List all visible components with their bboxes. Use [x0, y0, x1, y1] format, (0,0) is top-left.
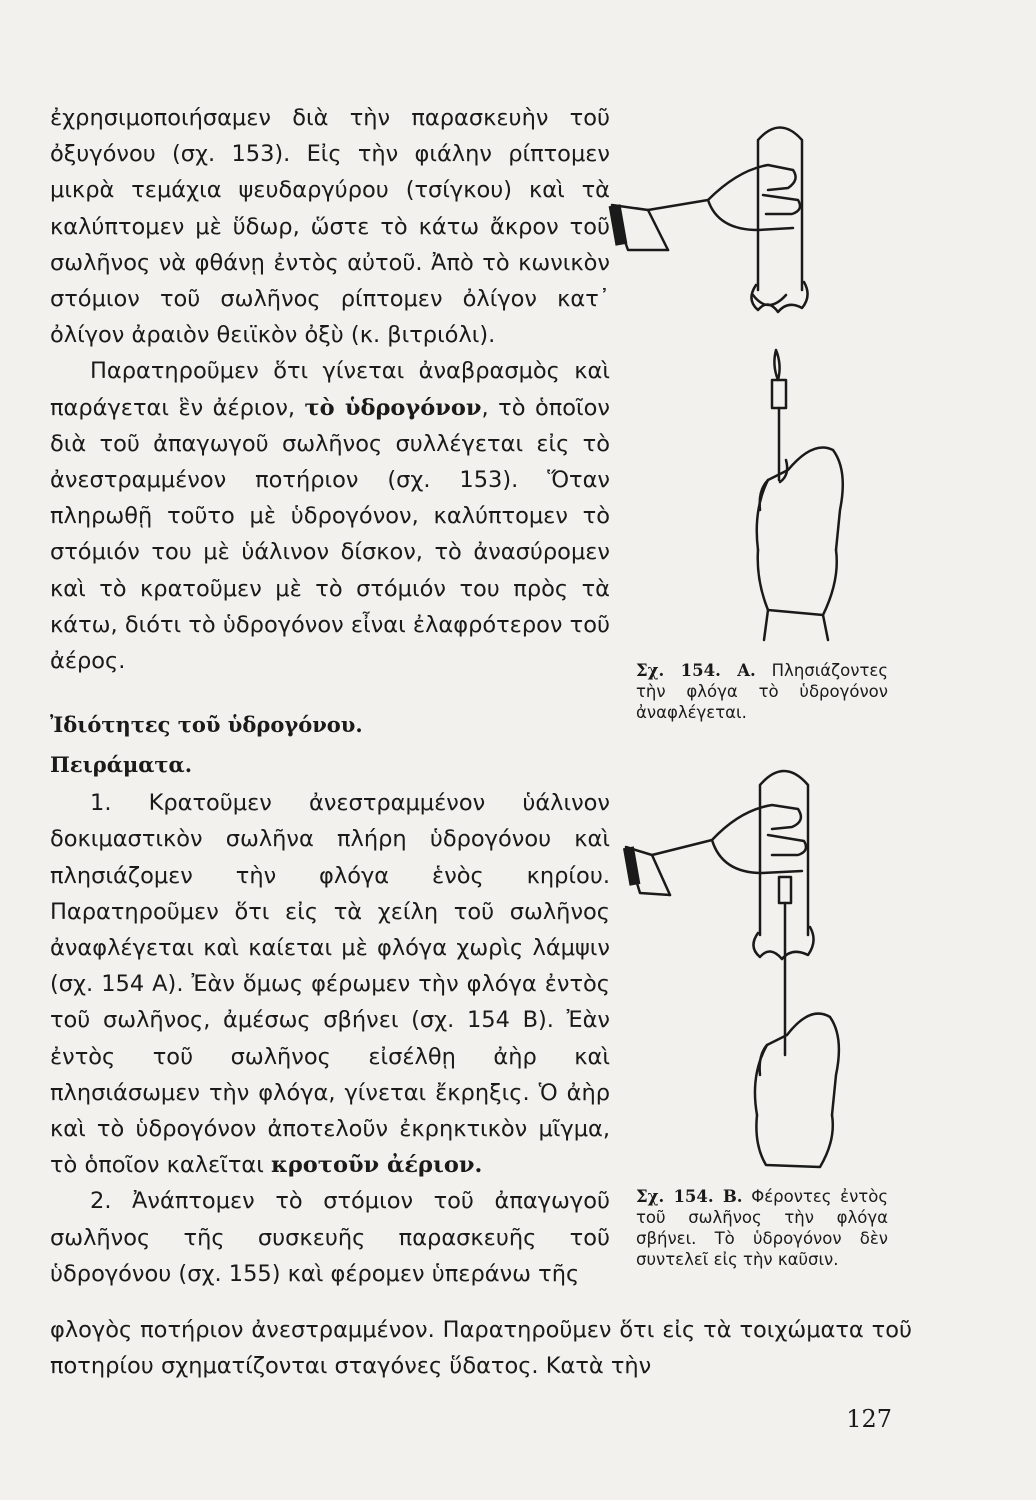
figure-154a	[608, 110, 908, 650]
paragraph-experiment-2: 2. Ἀνάπτομεν τὸ στόμιον τοῦ ἀπαγωγοῦ σωλῆνος τῆς συσκευῆς παρασκευῆς τοῦ ὑδρογόνου (σχ. 155) καὶ φέρομεν ὑπεράνω τῆς	[50, 1188, 610, 1287]
paragraph-2-start: Παρατηροῦμεν ὅτι γίνεται ἀναβρασμὸς καὶ παράγεται ἓν ἀέριον,	[50, 358, 610, 421]
main-text-column	[50, 100, 610, 1292]
section-heading-properties: Ἰδιότητες τοῦ ὑδρογόνου.	[50, 712, 363, 738]
caption-154b-label: Σχ. 154. Β.	[636, 1187, 743, 1206]
paragraph-1: ἐχρησιμοποιήσαμεν διὰ τὴν παρασκευὴν τοῦ ὀξυγόνου (σχ. 153). Εἰς τὴν φιάλην ρίπτομεν μικρὰ τεμάχια ψευδαργύρου (τσίγκου) καὶ τὰ καλύπτομεν μὲ ὕδωρ, ὥστε τὸ κάτω ἄκρον τοῦ σωλῆνος νὰ φθάνῃ ἐντὸς αὐτοῦ. Ἀπὸ τὸ κωνικὸν στόμιον τοῦ σωλῆνος ρίπτομεν ὀλίγον κατ᾽ ὀλίγον ἀραιὸν θειϊκὸν ὀξὺ (κ. βιτριόλι).	[50, 105, 610, 349]
figure-154a-drawing	[608, 110, 908, 650]
caption-154a-text: Πλησιάζοντες τὴν φλόγα τὸ ὑδρογόνον ἀναφλέγεται.	[636, 661, 889, 722]
paragraph-continuation: φλογὸς ποτήριον ἀνεστραμμένον. Παρατηροῦμεν ὅτι εἰς τὰ τοιχώματα τοῦ ποτηρίου σχηματίζονται σταγόνες ὕδατος. Κατὰ τὴν	[50, 1317, 912, 1380]
section-heading-experiments: Πειράματα.	[50, 752, 193, 778]
figure-154b	[622, 755, 908, 1175]
paragraph-2	[50, 353, 610, 679]
experiment-1-text: 1. Κρατοῦμεν ἀνεστραμμένον ὑάλινον δοκιμαστικὸν σωλῆνα πλήρη ὑδρογόνου καὶ πλησιάζομεν τὴν φλόγα ἑνὸς κηρίου. Παρατηροῦμεν ὅτι εἰς τὰ χείλη τοῦ σωλῆνος ἀναφλέγεται καὶ καίεται μὲ φλόγα χωρὶς λάμψιν (σχ. 154 Α). Ἐὰν ὅμως φέρωμεν τὴν φλόγα ἐντὸς τοῦ σωλῆνος, ἀμέσως σβήνει (σχ. 154 Β). Ἐὰν ἐντὸς τοῦ σωλῆνος εἰσέλθῃ ἀὴρ καὶ πλησιάσωμεν τὴν φλόγα, γίνεται ἔκρηξις. Ὁ ἀὴρ καὶ τὸ ὑδρογόνον ἀποτελοῦν ἐκρηκτικὸν μῖγμα, τὸ ὁποῖον καλεῖται	[50, 790, 610, 1179]
term-explosive-gas: κροτοῦν ἀέριον.	[270, 1152, 483, 1179]
caption-154b	[636, 1186, 888, 1270]
caption-154b-text: Φέροντες ἐντὸς τοῦ σωλῆνος τὴν φλόγα σβήνει. Τὸ ὑδρογόνον δὲν συντελεῖ εἰς τὴν καῦσιν.	[636, 1187, 889, 1269]
paragraph-experiment-1	[50, 785, 610, 1183]
full-width-text	[50, 1312, 912, 1384]
term-hydrogen: τὸ ὑδρογόνον	[304, 394, 482, 421]
page-number: 127	[846, 1405, 892, 1433]
caption-154a	[636, 660, 888, 723]
figure-154b-drawing	[622, 755, 908, 1175]
paragraph-2-end: , τὸ ὁποῖον διὰ τοῦ ἀπαγωγοῦ σωλῆνος συλλέγεται εἰς τὸ ἀνεστραμμένον ποτήριον (σχ. 153). Ὅταν πληρωθῇ τοῦτο μὲ ὑδρογόνον, καλύπτομεν τὸ στόμιόν του μὲ ὑάλινον δίσκον, τὸ ἀνασύρομεν καὶ τὸ κρατοῦμεν μὲ τὸ στόμιόν του πρὸς τὰ κάτω, διότι τὸ ὑδρογόνον εἶναι ἐλαφρότερον τοῦ ἀέρος.	[50, 394, 610, 675]
caption-154a-label: Σχ. 154. Α.	[636, 661, 756, 680]
